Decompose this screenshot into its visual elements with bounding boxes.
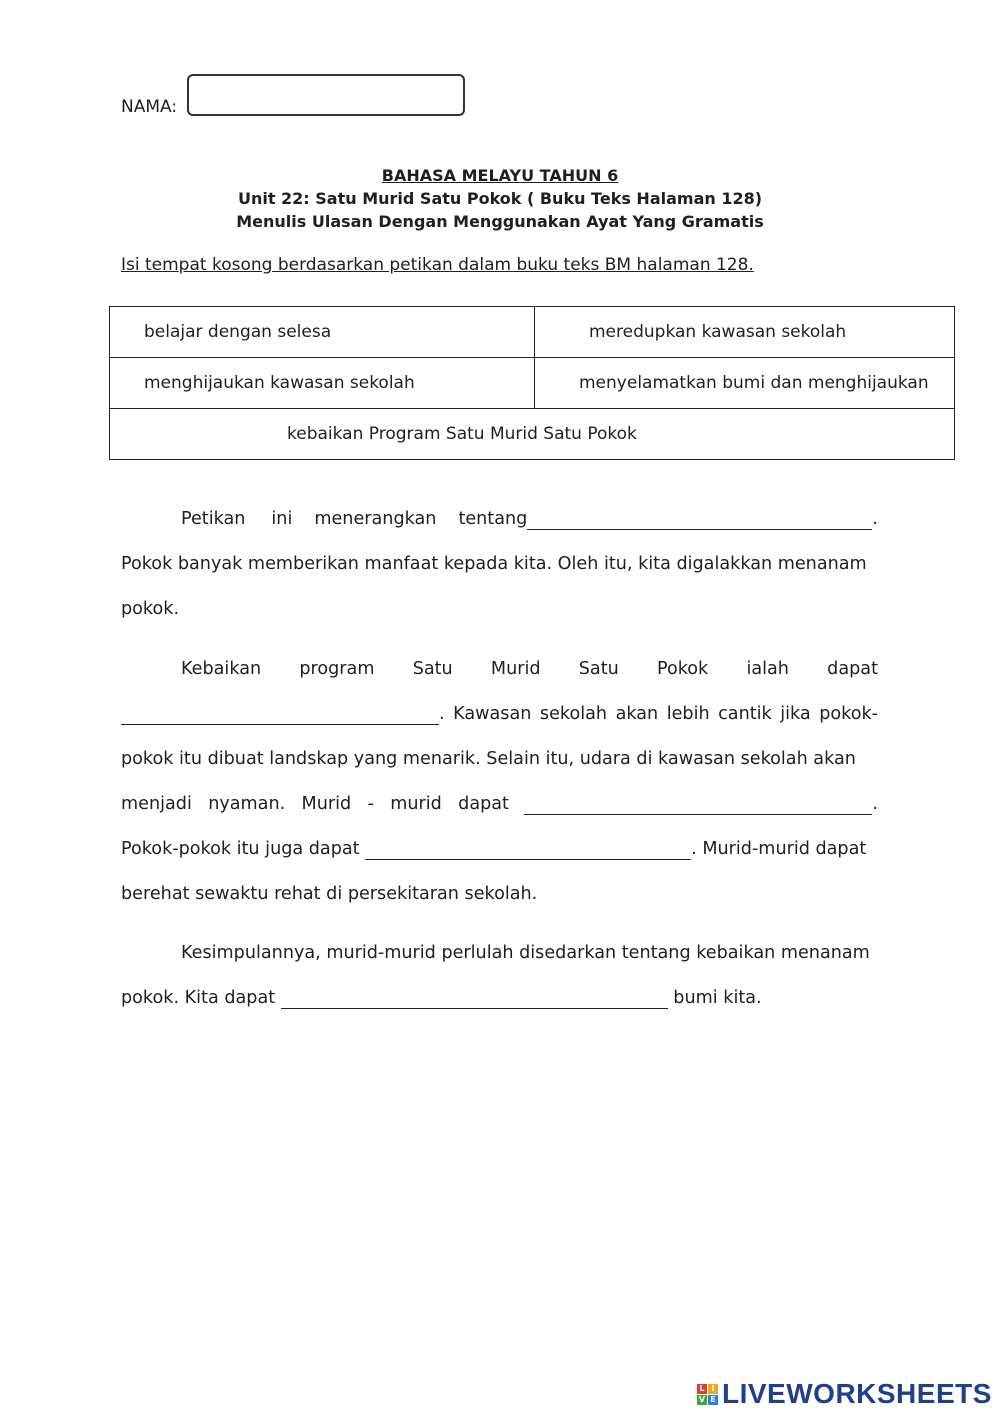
- word-bank-table: [109, 306, 955, 460]
- passage-word: dapat: [827, 659, 878, 679]
- passage-word: ialah: [746, 659, 789, 679]
- liveworksheets-logo[interactable]: [697, 1377, 992, 1411]
- passage-word: menerangkan: [314, 509, 437, 529]
- passage-word: -: [367, 794, 374, 814]
- passage-word: Murid: [301, 794, 352, 814]
- answer-blank-3[interactable]: [524, 797, 872, 815]
- word-bank-option: kebaikan Program Satu Murid Satu Pokok: [110, 409, 955, 460]
- passage-word: Satu: [412, 659, 453, 679]
- logo-block: L: [697, 1384, 707, 1394]
- passage-line: berehat sewaktu rehat di persekitaran sekolah.: [121, 884, 538, 904]
- worksheet-unit: Unit 22: Satu Murid Satu Pokok ( Buku Teks Halaman 128): [237, 189, 763, 208]
- word-bank-option: menyelamatkan bumi dan menghijaukan: [535, 358, 955, 409]
- passage-text: Pokok-pokok itu juga dapat: [121, 839, 366, 859]
- name-label: NAMA:: [121, 97, 178, 117]
- passage-word: dapat: [458, 794, 509, 814]
- passage-word: Kebaikan: [181, 659, 262, 679]
- worksheet-subtitle: Menulis Ulasan Dengan Menggunakan Ayat Yang Gramatis: [236, 212, 764, 231]
- passage-line: [121, 838, 878, 860]
- passage-text: .: [872, 794, 878, 814]
- passage-word: Petikan: [181, 509, 246, 529]
- logo-block: V: [698, 1394, 706, 1404]
- word-bank-option: belajar dengan selesa: [110, 307, 535, 358]
- logo-block: E: [708, 1395, 718, 1405]
- passage-text: pokok. Kita dapat: [121, 988, 281, 1008]
- passage-line: pokok itu dibuat landskap yang menarik. Selain itu, udara di kawasan sekolah akan: [121, 749, 856, 769]
- passage-line: Pokok banyak memberikan manfaat kepada kita. Oleh itu, kita digalakkan menanam: [121, 554, 867, 574]
- passage-text: bumi kita.: [667, 988, 762, 1008]
- worksheet-title: BAHASA MELAYU TAHUN 6: [381, 166, 619, 185]
- answer-blank-2[interactable]: [121, 707, 439, 725]
- passage-line: [181, 508, 878, 530]
- passage-text: . Murid-murid dapat: [691, 839, 867, 859]
- word-bank-option: menghijaukan kawasan sekolah: [110, 358, 535, 409]
- answer-blank-5[interactable]: [281, 991, 668, 1009]
- passage-word: menjadi: [121, 794, 192, 814]
- instruction-text: Isi tempat kosong berdasarkan petikan dalam buku teks BM halaman 128.: [121, 255, 754, 275]
- logo-block: I: [708, 1384, 718, 1394]
- logo-icon: [697, 1384, 718, 1405]
- passage-line: Kesimpulannya, murid-murid perlulah disedarkan tentang kebaikan menanam: [181, 943, 870, 963]
- passage-word: murid: [390, 794, 442, 814]
- passage-line: [121, 703, 878, 725]
- word-bank-option: meredupkan kawasan sekolah: [535, 307, 955, 358]
- passage-word: .: [872, 509, 878, 529]
- passage-word: Pokok: [656, 659, 709, 679]
- passage-line: [121, 793, 878, 815]
- passage-word: nyaman.: [208, 794, 286, 814]
- passage-words: [121, 793, 509, 815]
- passage-line: [181, 658, 878, 680]
- passage-word: Murid: [490, 659, 541, 679]
- passage-word: tentang: [458, 509, 528, 529]
- logo-text: LIVEWORKSHEETS: [722, 1378, 992, 1409]
- answer-blank-4[interactable]: [365, 842, 691, 860]
- passage-word: Satu: [578, 659, 619, 679]
- passage-line: pokok.: [121, 599, 180, 619]
- answer-blank-1[interactable]: [527, 512, 872, 530]
- name-input[interactable]: [187, 74, 465, 116]
- passage-word: program: [299, 659, 375, 679]
- passage-line: [121, 987, 878, 1009]
- passage-text: . Kawasan sekolah akan lebih cantik jika pokok-: [439, 704, 878, 724]
- passage-word: ini: [271, 509, 293, 529]
